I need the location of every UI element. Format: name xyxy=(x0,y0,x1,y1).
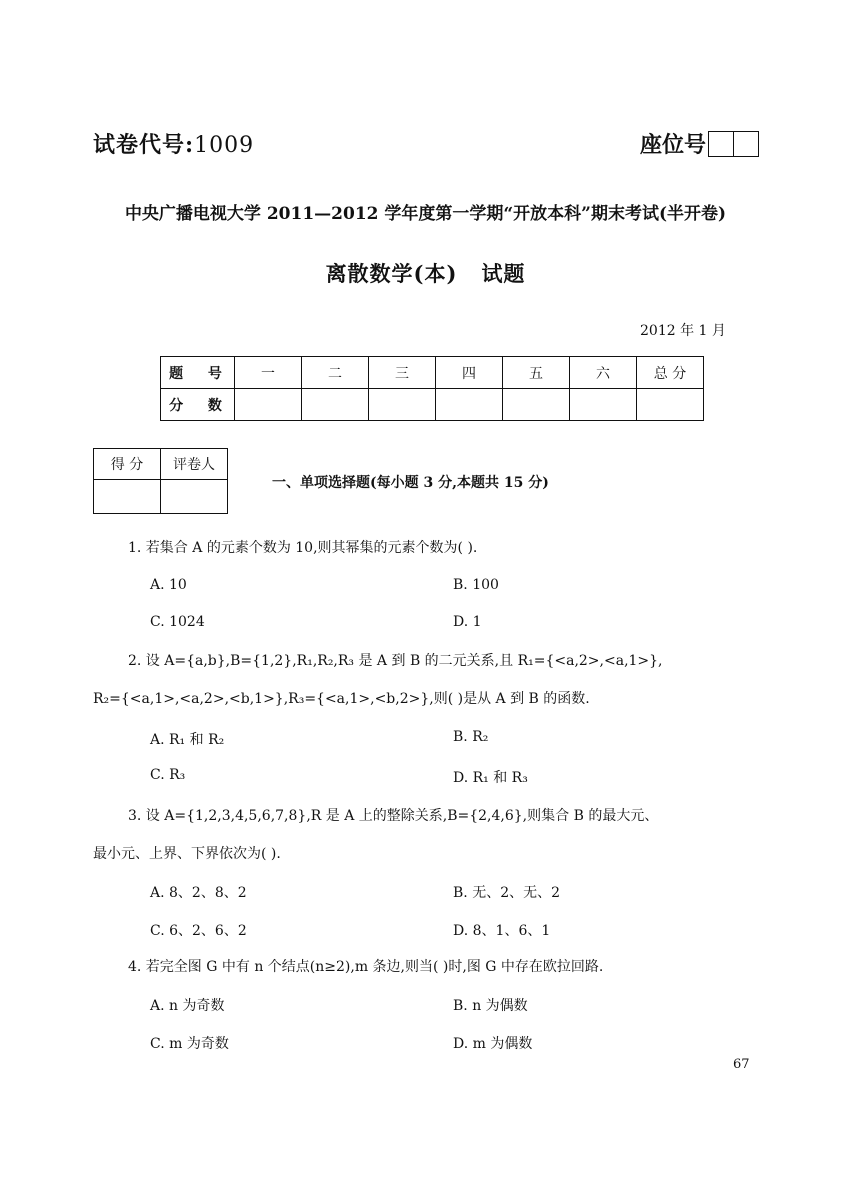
exam-date: 2012 年 1 月 xyxy=(640,323,726,339)
question-2-cont: R₂={<a,1>,<a,2>,<b,1>},R₃={<a,1>,<b,2>},则( )是从 A 到 B 的函数. xyxy=(93,691,590,707)
option-a: A. n 为奇数 xyxy=(150,998,225,1014)
paper-code xyxy=(93,128,254,159)
question-1: 1. 若集合 A 的元素个数为 10,则其幂集的元素个数为( ). xyxy=(128,540,478,556)
paper-code-value: 1009 xyxy=(194,133,255,158)
exam-subject: 离散数学(本) xyxy=(325,261,458,286)
score-cell xyxy=(503,389,570,421)
column-header: 一 xyxy=(235,357,302,389)
option-d: D. 8、1、6、1 xyxy=(453,923,551,939)
exam-title xyxy=(0,258,851,288)
column-header: 三 xyxy=(369,357,436,389)
column-header: 二 xyxy=(302,357,369,389)
score-cell xyxy=(235,389,302,421)
page-number: 67 xyxy=(733,1057,750,1072)
column-header: 六 xyxy=(570,357,637,389)
grader-name-cell xyxy=(161,480,228,514)
score-cell xyxy=(369,389,436,421)
seat-box-1 xyxy=(709,132,733,156)
option-a: A. 8、2、8、2 xyxy=(150,885,247,901)
question-number-label: 题 号 xyxy=(161,357,235,389)
score-label: 分 数 xyxy=(161,389,235,421)
question-3-cont: 最小元、上界、下界依次为( ). xyxy=(93,846,281,862)
score-cell xyxy=(302,389,369,421)
column-header: 四 xyxy=(436,357,503,389)
column-header: 五 xyxy=(503,357,570,389)
option-d: D. 1 xyxy=(453,614,482,630)
column-header: 总 分 xyxy=(637,357,704,389)
score-cell xyxy=(570,389,637,421)
seat-box-2 xyxy=(733,132,758,156)
section-title: 一、单项选择题(每小题 3 分,本题共 15 分) xyxy=(272,475,549,491)
option-a: A. R₁ 和 R₂ xyxy=(150,732,225,748)
option-b: B. 无、2、无、2 xyxy=(453,885,561,901)
question-2: 2. 设 A={a,b},B={1,2},R₁,R₂,R₃ 是 A 到 B 的二元关系,且 R₁={<a,2>,<a,1>}, xyxy=(128,653,663,669)
option-b: B. n 为偶数 xyxy=(453,998,528,1014)
option-c: C. m 为奇数 xyxy=(150,1036,229,1052)
score-cell xyxy=(637,389,704,421)
option-a: A. 10 xyxy=(150,577,187,593)
score-table-header-row xyxy=(161,357,704,389)
option-c: C. 1024 xyxy=(150,614,205,630)
option-b: B. 100 xyxy=(453,577,499,593)
option-b: B. R₂ xyxy=(453,729,489,745)
score-table-score-row xyxy=(161,389,704,421)
option-d: D. R₁ 和 R₃ xyxy=(453,770,528,786)
score-table xyxy=(160,356,704,421)
grader-table xyxy=(93,448,228,514)
grader-name-label: 评卷人 xyxy=(161,449,228,480)
option-d: D. m 为偶数 xyxy=(453,1036,533,1052)
paper-code-label: 试卷代号: xyxy=(93,132,195,158)
question-3: 3. 设 A={1,2,3,4,5,6,7,8},R 是 A 上的整除关系,B={2,4,6},则集合 B 的最大元、 xyxy=(128,808,659,824)
grader-score-cell xyxy=(94,480,161,514)
option-c: C. R₃ xyxy=(150,767,186,783)
score-cell xyxy=(436,389,503,421)
grader-score-label: 得 分 xyxy=(94,449,161,480)
option-c: C. 6、2、6、2 xyxy=(150,923,247,939)
exam-title-label: 试题 xyxy=(481,261,526,286)
seat-number-boxes xyxy=(708,131,759,157)
seat-number xyxy=(640,128,759,159)
question-4: 4. 若完全图 G 中有 n 个结点(n≥2),m 条边,则当( )时,图 G 中存在欧拉回路. xyxy=(128,959,604,975)
university-line: 中央广播电视大学 2011—2012 学年度第一学期“开放本科”期末考试(半开卷) xyxy=(124,204,727,224)
seat-label: 座位号 xyxy=(640,132,707,158)
